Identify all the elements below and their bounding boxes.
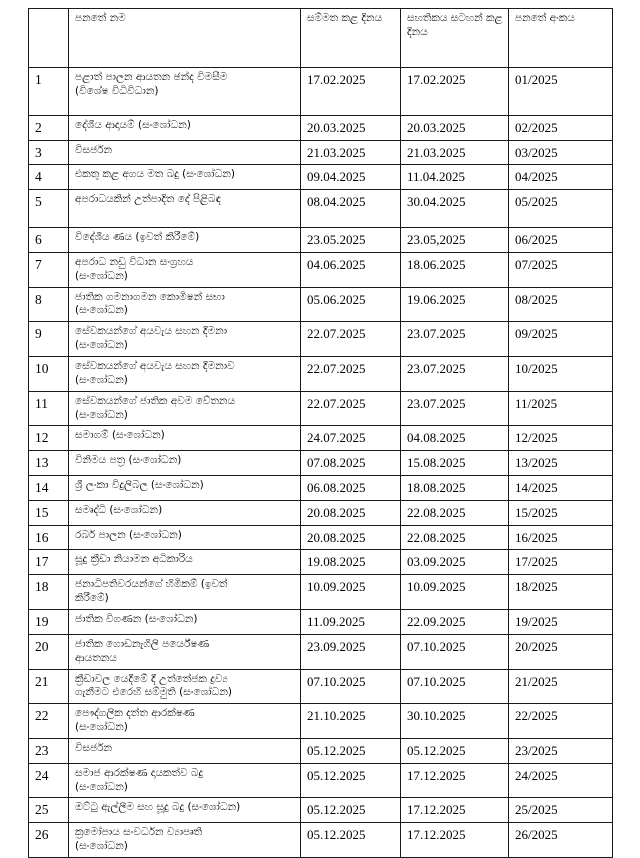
- act-name-line: ක්‍රමෝපාය සංවර්ධන ව්‍යාපෘති: [75, 826, 203, 839]
- approved-date-cell: 20.08.2025: [301, 525, 401, 550]
- certified-date-cell: 10.09.2025: [401, 575, 509, 610]
- act-name-line: ක්‍රීඩාවල යෙදීමේ දී උත්තේජක ද්‍රව්‍ය: [75, 672, 228, 685]
- row-index: 19: [29, 609, 69, 634]
- certified-date-cell: 23.07.2025: [401, 356, 509, 391]
- certified-date-cell: 17.12.2025: [401, 798, 509, 823]
- act-name-cell: [69, 426, 301, 451]
- approved-date-cell: 05.12.2025: [301, 798, 401, 823]
- act-name-line: කිරීමේ): [75, 592, 109, 605]
- row-index: 7: [29, 252, 69, 287]
- column-header-act-name: පනතේ නම: [69, 9, 301, 68]
- act-name-cell: [69, 140, 301, 165]
- act-number-cell: 23/2025: [509, 738, 613, 763]
- approved-date-cell: 10.09.2025: [301, 575, 401, 610]
- act-name-cell: [69, 165, 301, 190]
- act-name-cell: [69, 322, 301, 357]
- table-row: [29, 500, 613, 525]
- certified-date-cell: 21.03.2025: [401, 140, 509, 165]
- table-row: [29, 140, 613, 165]
- certified-date-cell: 23.07.2025: [401, 322, 509, 357]
- act-name-line: විනිමය පත්‍ර (සංශෝධන): [75, 454, 182, 467]
- certified-date-cell: 23.05,2025: [401, 227, 509, 252]
- act-number-cell: 17/2025: [509, 550, 613, 575]
- approved-date-cell: 05.06.2025: [301, 287, 401, 322]
- table-header-row: [29, 9, 613, 68]
- column-header-act-number: පනතේ අංකය: [509, 9, 613, 68]
- table-row: [29, 227, 613, 252]
- certified-date-cell: 17.02.2025: [401, 68, 509, 116]
- act-name-line: එකතු කළ අගය මත බදු (සංශෝධන): [75, 168, 235, 181]
- act-name-line: ජාතික ගොඩනැගිලි පර්යේෂණ: [75, 637, 210, 650]
- act-name-line: අපරාධයකින් උත්පාදිත දේ පිළිබඳ: [75, 193, 221, 206]
- table-row: [29, 525, 613, 550]
- approved-date-cell: 17.02.2025: [301, 68, 401, 116]
- act-name-line: විදේශීය ණය (ඉවත් කිරීමේ): [75, 230, 200, 243]
- act-name-line: (සංශෝධන): [75, 304, 128, 317]
- act-name-line: රබර් පාලන (සංශෝධන): [75, 528, 182, 541]
- act-name-cell: [69, 68, 301, 116]
- table-row: [29, 356, 613, 391]
- act-number-cell: 08/2025: [509, 287, 613, 322]
- act-name-cell: [69, 252, 301, 287]
- act-number-cell: 21/2025: [509, 669, 613, 704]
- act-name-line: (සංශෝධන): [75, 269, 128, 282]
- row-index: 15: [29, 500, 69, 525]
- act-name-cell: [69, 669, 301, 704]
- table-row: [29, 575, 613, 610]
- row-index: 3: [29, 140, 69, 165]
- act-name-cell: [69, 634, 301, 669]
- table-row: [29, 669, 613, 704]
- certified-date-cell: 07.10.2025: [401, 669, 509, 704]
- certified-date-cell: 18.08.2025: [401, 476, 509, 501]
- act-name-line: සමාජ ආරක්ෂණ දායකත්ව බදු: [75, 766, 204, 779]
- act-name-line: (සංශෝධන): [75, 780, 128, 793]
- approved-date-cell: 05.12.2025: [301, 763, 401, 798]
- row-index: 4: [29, 165, 69, 190]
- table-row: [29, 609, 613, 634]
- act-name-cell: [69, 451, 301, 476]
- act-name-cell: [69, 798, 301, 823]
- act-name-line: විසර්ජන: [75, 741, 113, 754]
- column-header-index: [29, 9, 69, 68]
- act-name-line: ජාතික ගමනාගමන කොමිෂන් සභා: [75, 290, 225, 303]
- column-header-approved-date: සම්මත කළ දිනය: [301, 9, 401, 68]
- certified-date-cell: 19.06.2025: [401, 287, 509, 322]
- act-number-cell: 18/2025: [509, 575, 613, 610]
- approved-date-cell: 11.09.2025: [301, 609, 401, 634]
- act-name-cell: [69, 738, 301, 763]
- act-number-cell: 26/2025: [509, 823, 613, 858]
- row-index: 1: [29, 68, 69, 116]
- act-number-cell: 02/2025: [509, 115, 613, 140]
- act-number-cell: 22/2025: [509, 704, 613, 739]
- row-index: 22: [29, 704, 69, 739]
- act-name-line: සේවකයන්ගේ අයවැය සහන දීමනා: [75, 325, 228, 338]
- act-number-cell: 20/2025: [509, 634, 613, 669]
- certified-date-cell: 20.03.2025: [401, 115, 509, 140]
- act-number-cell: 09/2025: [509, 322, 613, 357]
- approved-date-cell: 21.03.2025: [301, 140, 401, 165]
- column-header-certified-date: සහතිකය සටහන් කළ දිනය: [401, 9, 509, 68]
- act-name-line: (සංශෝධන): [75, 373, 128, 386]
- act-name-line: සේවකයන්ගේ ජාතික අවම වේතනය: [75, 394, 236, 407]
- row-index: 14: [29, 476, 69, 501]
- table-header: [29, 9, 613, 68]
- act-number-cell: 01/2025: [509, 68, 613, 116]
- table-row: [29, 252, 613, 287]
- certified-date-cell: 23.07.2025: [401, 391, 509, 426]
- certified-date-cell: 04.08.2025: [401, 426, 509, 451]
- act-number-cell: 24/2025: [509, 763, 613, 798]
- row-index: 13: [29, 451, 69, 476]
- act-name-line: (සංශෝධන): [75, 339, 128, 352]
- act-name-line: (විශේෂ විධිවිධාන): [75, 84, 159, 97]
- act-name-line: සූදු ක්‍රීඩා නියාමන අධිකාරිය: [75, 553, 193, 566]
- row-index: 16: [29, 525, 69, 550]
- act-name-line: දේශීය ආදායම් (සංශෝධන): [75, 118, 191, 131]
- act-name-cell: [69, 391, 301, 426]
- table-row: [29, 798, 613, 823]
- table-row: [29, 68, 613, 116]
- table-row: [29, 763, 613, 798]
- acts-table: [28, 8, 613, 858]
- certified-date-cell: 18.06.2025: [401, 252, 509, 287]
- approved-date-cell: 07.10.2025: [301, 669, 401, 704]
- act-number-cell: 12/2025: [509, 426, 613, 451]
- approved-date-cell: 09.04.2025: [301, 165, 401, 190]
- act-name-line: (සංශෝධන): [75, 408, 128, 421]
- row-index: 20: [29, 634, 69, 669]
- certified-date-cell: 03.09.2025: [401, 550, 509, 575]
- table-row: [29, 190, 613, 228]
- table-row: [29, 704, 613, 739]
- act-number-cell: 10/2025: [509, 356, 613, 391]
- act-name-cell: [69, 704, 301, 739]
- act-number-cell: 05/2025: [509, 190, 613, 228]
- row-index: 5: [29, 190, 69, 228]
- row-index: 10: [29, 356, 69, 391]
- act-name-line: (සංශෝධන): [75, 840, 128, 853]
- act-number-cell: 04/2025: [509, 165, 613, 190]
- table-row: [29, 634, 613, 669]
- approved-date-cell: 22.07.2025: [301, 322, 401, 357]
- approved-date-cell: 08.04.2025: [301, 190, 401, 228]
- act-name-line: පළාත් පාලන ආයතන ඡන්ද විමසීම: [75, 71, 228, 83]
- table-row: [29, 287, 613, 322]
- table-row: [29, 823, 613, 858]
- table-row: [29, 476, 613, 501]
- row-index: 12: [29, 426, 69, 451]
- act-name-line: විසර්ජන: [75, 143, 113, 156]
- certified-date-cell: 17.12.2025: [401, 763, 509, 798]
- act-name-line: සමෘද්ධි (සංශෝධන): [75, 503, 163, 516]
- act-number-cell: 19/2025: [509, 609, 613, 634]
- act-name-line: සමාගම් (සංශෝධන): [75, 429, 165, 442]
- acts-table-container: [28, 8, 612, 858]
- certified-date-cell: 22.08.2025: [401, 525, 509, 550]
- act-number-cell: 25/2025: [509, 798, 613, 823]
- act-name-cell: [69, 823, 301, 858]
- approved-date-cell: 21.10.2025: [301, 704, 401, 739]
- table-row: [29, 451, 613, 476]
- approved-date-cell: 05.12.2025: [301, 823, 401, 858]
- approved-date-cell: 06.08.2025: [301, 476, 401, 501]
- act-name-line: පෞද්ගලික දත්ත ආරක්ෂණ: [75, 707, 195, 720]
- approved-date-cell: 20.08.2025: [301, 500, 401, 525]
- row-index: 8: [29, 287, 69, 322]
- certified-date-cell: 30.10.2025: [401, 704, 509, 739]
- table-row: [29, 550, 613, 575]
- act-name-line: ජනාධිපතිවරයන්ගේ හිමිකම් (ඉවත්: [75, 578, 228, 591]
- act-name-line: සේවකයන්ගේ අයවැය සහන දීමනාව: [75, 359, 235, 372]
- approved-date-cell: 20.03.2025: [301, 115, 401, 140]
- table-body: [29, 68, 613, 858]
- approved-date-cell: 23.05.2025: [301, 227, 401, 252]
- row-index: 6: [29, 227, 69, 252]
- table-row: [29, 391, 613, 426]
- act-number-cell: 07/2025: [509, 252, 613, 287]
- approved-date-cell: 04.06.2025: [301, 252, 401, 287]
- act-name-cell: [69, 190, 301, 228]
- act-name-cell: [69, 476, 301, 501]
- act-name-cell: [69, 763, 301, 798]
- row-index: 18: [29, 575, 69, 610]
- act-number-cell: 11/2025: [509, 391, 613, 426]
- certified-date-cell: 22.08.2025: [401, 500, 509, 525]
- act-name-line: ඔට්ටු ඇල්ලීම සහ සූදු බදු (සංශෝධන): [75, 801, 241, 814]
- act-name-line: ආයතනය: [75, 651, 117, 664]
- act-name-line: (සංශෝධන): [75, 721, 128, 734]
- act-name-cell: [69, 227, 301, 252]
- certified-date-cell: 11.04.2025: [401, 165, 509, 190]
- act-name-line: ශ්‍රී ලංකා විදුලිබල (සංශෝධන): [75, 479, 204, 491]
- act-name-line: අපරාධ නඩු විධාන සංග්‍රහය: [75, 255, 194, 268]
- row-index: 24: [29, 763, 69, 798]
- table-row: [29, 165, 613, 190]
- act-name-cell: [69, 550, 301, 575]
- row-index: 23: [29, 738, 69, 763]
- certified-date-cell: 22.09.2025: [401, 609, 509, 634]
- row-index: 25: [29, 798, 69, 823]
- approved-date-cell: 22.07.2025: [301, 391, 401, 426]
- act-number-cell: 15/2025: [509, 500, 613, 525]
- certified-date-cell: 07.10.2025: [401, 634, 509, 669]
- approved-date-cell: 19.08.2025: [301, 550, 401, 575]
- row-index: 11: [29, 391, 69, 426]
- certified-date-cell: 15.08.2025: [401, 451, 509, 476]
- act-name-cell: [69, 575, 301, 610]
- certified-date-cell: 17.12.2025: [401, 823, 509, 858]
- row-index: 17: [29, 550, 69, 575]
- certified-date-cell: 05.12.2025: [401, 738, 509, 763]
- act-number-cell: 06/2025: [509, 227, 613, 252]
- act-name-cell: [69, 500, 301, 525]
- approved-date-cell: 23.09.2025: [301, 634, 401, 669]
- act-name-cell: [69, 525, 301, 550]
- table-row: [29, 115, 613, 140]
- act-name-cell: [69, 115, 301, 140]
- act-number-cell: 16/2025: [509, 525, 613, 550]
- act-name-line: ජාතික විගණන (සංශෝධන): [75, 612, 198, 625]
- table-row: [29, 426, 613, 451]
- table-row: [29, 322, 613, 357]
- act-number-cell: 14/2025: [509, 476, 613, 501]
- row-index: 21: [29, 669, 69, 704]
- act-name-cell: [69, 356, 301, 391]
- act-number-cell: 03/2025: [509, 140, 613, 165]
- approved-date-cell: 07.08.2025: [301, 451, 401, 476]
- table-row: [29, 738, 613, 763]
- row-index: 9: [29, 322, 69, 357]
- approved-date-cell: 24.07.2025: [301, 426, 401, 451]
- approved-date-cell: 05.12.2025: [301, 738, 401, 763]
- certified-date-cell: 30.04.2025: [401, 190, 509, 228]
- row-index: 2: [29, 115, 69, 140]
- act-name-line: ගැනීමට එරෙහි සම්මුති (සංශෝධන): [75, 686, 232, 699]
- approved-date-cell: 22.07.2025: [301, 356, 401, 391]
- act-number-cell: 13/2025: [509, 451, 613, 476]
- act-name-cell: [69, 287, 301, 322]
- act-name-cell: [69, 609, 301, 634]
- row-index: 26: [29, 823, 69, 858]
